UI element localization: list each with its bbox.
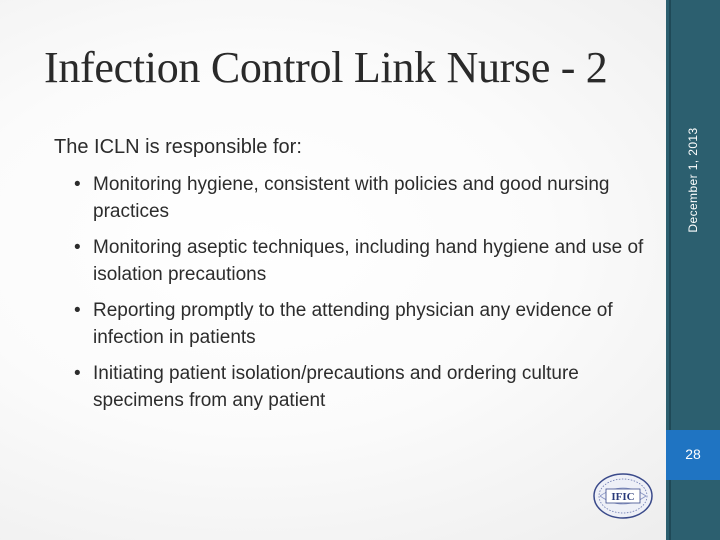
bullet-marker: • — [74, 237, 81, 258]
bullet-item — [54, 171, 653, 225]
slide-title: Infection Control Link Nurse - 2 — [44, 43, 608, 92]
bullet-item — [54, 360, 653, 414]
bullet-marker: • — [74, 363, 81, 384]
page-number-box — [666, 430, 720, 480]
slide-body — [54, 136, 664, 423]
logo-text: IFIC — [611, 491, 635, 503]
bullet-item — [54, 297, 653, 351]
bullet-text: Reporting promptly to the attending physician any evidence of infection in patients — [93, 300, 613, 348]
bullet-text: Monitoring hygiene, consistent with policies and good nursing practices — [93, 174, 610, 222]
bullet-list — [54, 171, 664, 414]
bullet-item — [54, 234, 653, 288]
bullet-text: Monitoring aseptic techniques, including hand hygiene and use of isolation precautions — [93, 237, 644, 285]
bullet-text: Initiating patient isolation/precautions and ordering culture specimens from any patient — [93, 363, 579, 411]
intro-text: The ICLN is responsible for: — [54, 136, 302, 158]
date-label: December 1, 2013 — [686, 127, 700, 233]
page-number: 28 — [685, 446, 701, 462]
bullet-marker: • — [74, 300, 81, 321]
ific-logo-icon — [592, 472, 654, 520]
bullet-marker: • — [74, 174, 81, 195]
